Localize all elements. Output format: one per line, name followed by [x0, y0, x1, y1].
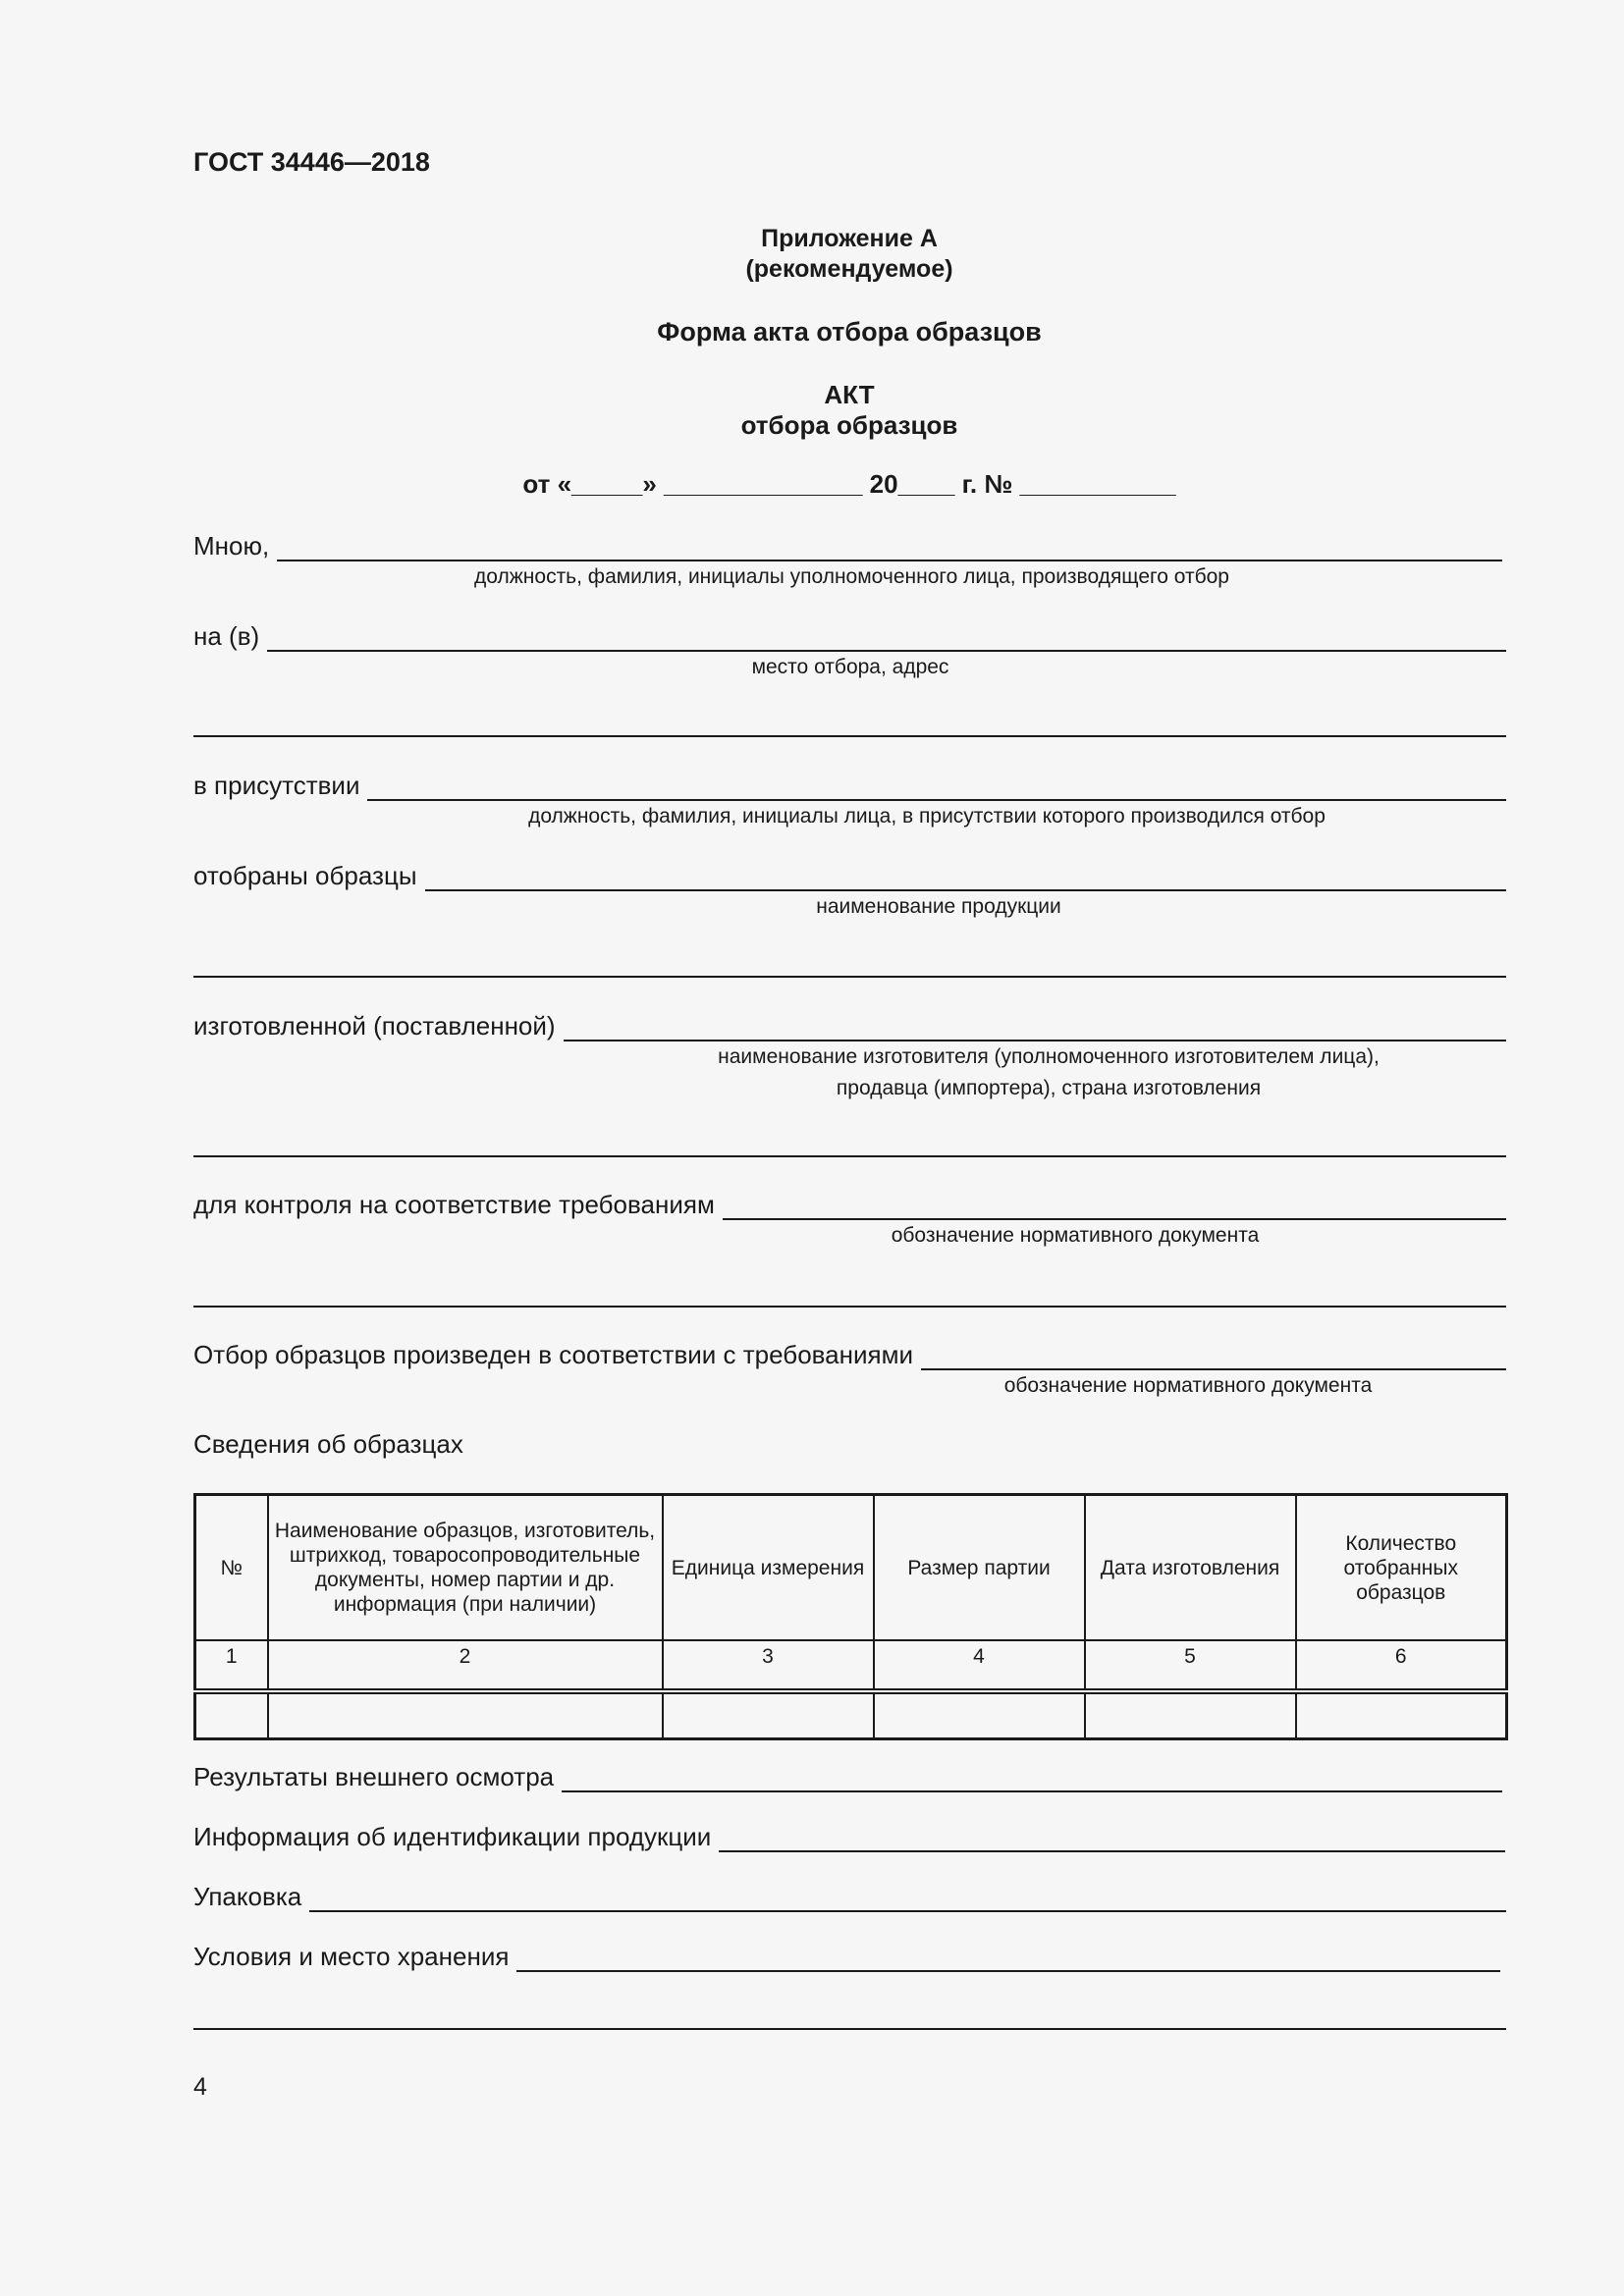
col-number-6: 6 [1296, 1640, 1507, 1691]
field-presence-hint: должность, фамилия, инициалы лица, в присутствии которого производился отбор [528, 805, 1326, 828]
field-samples [193, 860, 1506, 891]
field-inspection [193, 1761, 1502, 1792]
field-identification-label: Информация об идентификации продукции [193, 1822, 712, 1851]
table-cell[interactable] [874, 1691, 1085, 1739]
field-manufactured-hint [695, 1041, 1402, 1104]
col-header-quantity: Количество отобранных образцов [1296, 1495, 1507, 1641]
table-row-column-numbers [195, 1640, 1507, 1691]
field-samples-continuation-line[interactable] [193, 976, 1506, 978]
annex-heading [193, 224, 1505, 285]
table-cell[interactable] [1296, 1691, 1507, 1739]
col-number-1: 1 [195, 1640, 268, 1691]
field-sampling [193, 1339, 1506, 1370]
field-identification-line[interactable] [719, 1821, 1505, 1852]
col-number-2: 2 [268, 1640, 663, 1691]
field-storage-continuation-line[interactable] [193, 2028, 1506, 2030]
field-control-continuation-line[interactable] [193, 1306, 1506, 1308]
field-sampling-hint: обозначение нормативного документа [1003, 1374, 1373, 1397]
field-at-hint: место отбора, адрес [751, 656, 949, 678]
annex-title: Приложение А [761, 225, 938, 252]
col-number-5: 5 [1085, 1640, 1296, 1691]
field-manufactured-continuation-line[interactable] [193, 1155, 1506, 1157]
field-control [193, 1189, 1506, 1220]
field-at-line[interactable] [267, 620, 1506, 652]
field-control-label: для контроля на соответствие требованиям [193, 1190, 715, 1219]
field-presence-label: в присутствии [193, 771, 360, 800]
field-manufactured-hint-line1: наименование изготовителя (уполномоченного изготовителем лица), [718, 1045, 1380, 1068]
field-control-line[interactable] [723, 1189, 1506, 1220]
field-manufactured-line[interactable] [564, 1010, 1506, 1041]
act-title: АКТ [824, 380, 875, 409]
field-by-me-line[interactable] [277, 530, 1502, 561]
field-inspection-line[interactable] [562, 1761, 1502, 1792]
col-header-name: Наименование образцов, изготовитель, штрихкод, товаросопроводительные документы, номер партии и др. информация (при наличии) [268, 1495, 663, 1641]
table-header-row [195, 1495, 1507, 1641]
col-number-3: 3 [663, 1640, 874, 1691]
field-manufactured-hint-line2: продавца (импортера), страна изготовления [836, 1077, 1262, 1099]
annex-status: (рекомендуемое) [745, 255, 953, 283]
field-by-me-hint: должность, фамилия, инициалы уполномоченного лица, производящего отбор [474, 565, 1229, 588]
table-cell[interactable] [195, 1691, 268, 1739]
field-presence-line[interactable] [367, 770, 1506, 801]
table-cell[interactable] [1085, 1691, 1296, 1739]
col-header-number: № [195, 1495, 268, 1641]
samples-section-title: Сведения об образцах [193, 1429, 463, 1459]
field-control-hint: обозначение нормативного документа [891, 1224, 1260, 1247]
field-storage-label: Условия и место хранения [193, 1942, 510, 1971]
form-title: Форма акта отбора образцов [657, 317, 1042, 347]
field-manufactured-label: изготовленной (поставленной) [193, 1011, 556, 1041]
col-header-manufacture-date: Дата изготовления [1085, 1495, 1296, 1641]
table-cell[interactable] [268, 1691, 663, 1739]
field-by-me-label: Мною, [193, 531, 270, 561]
act-date-number-line: от «_____» ______________ 20____ г. № ___________ [522, 469, 1176, 499]
field-inspection-label: Результаты внешнего осмотра [193, 1762, 555, 1791]
field-sampling-line[interactable] [921, 1339, 1506, 1370]
field-packaging [193, 1881, 1506, 1912]
col-header-unit: Единица измерения [663, 1495, 874, 1641]
field-samples-label: отобраны образцы [193, 861, 417, 890]
field-storage-line[interactable] [516, 1941, 1500, 1972]
field-at [193, 620, 1506, 652]
table-row [195, 1691, 1507, 1739]
table-cell[interactable] [663, 1691, 874, 1739]
field-sampling-label: Отбор образцов произведен в соответствии с требованиями [193, 1340, 913, 1369]
act-subtitle: отбора образцов [740, 410, 958, 440]
act-heading [193, 380, 1505, 441]
field-samples-line[interactable] [425, 860, 1506, 891]
field-packaging-label: Упаковка [193, 1882, 302, 1911]
field-samples-hint: наименование продукции [816, 895, 1061, 918]
page-number: 4 [193, 2073, 207, 2101]
field-by-me [193, 530, 1502, 561]
field-at-label: на (в) [193, 621, 260, 651]
field-identification [193, 1821, 1505, 1852]
document-code: ГОСТ 34446—2018 [193, 147, 430, 177]
field-presence [193, 770, 1506, 801]
field-manufactured [193, 1010, 1506, 1041]
col-header-batch-size: Размер партии [874, 1495, 1085, 1641]
field-packaging-line[interactable] [309, 1881, 1506, 1912]
field-at-continuation-line[interactable] [193, 735, 1506, 737]
samples-table [193, 1493, 1508, 1740]
col-number-4: 4 [874, 1640, 1085, 1691]
field-storage [193, 1941, 1500, 1972]
